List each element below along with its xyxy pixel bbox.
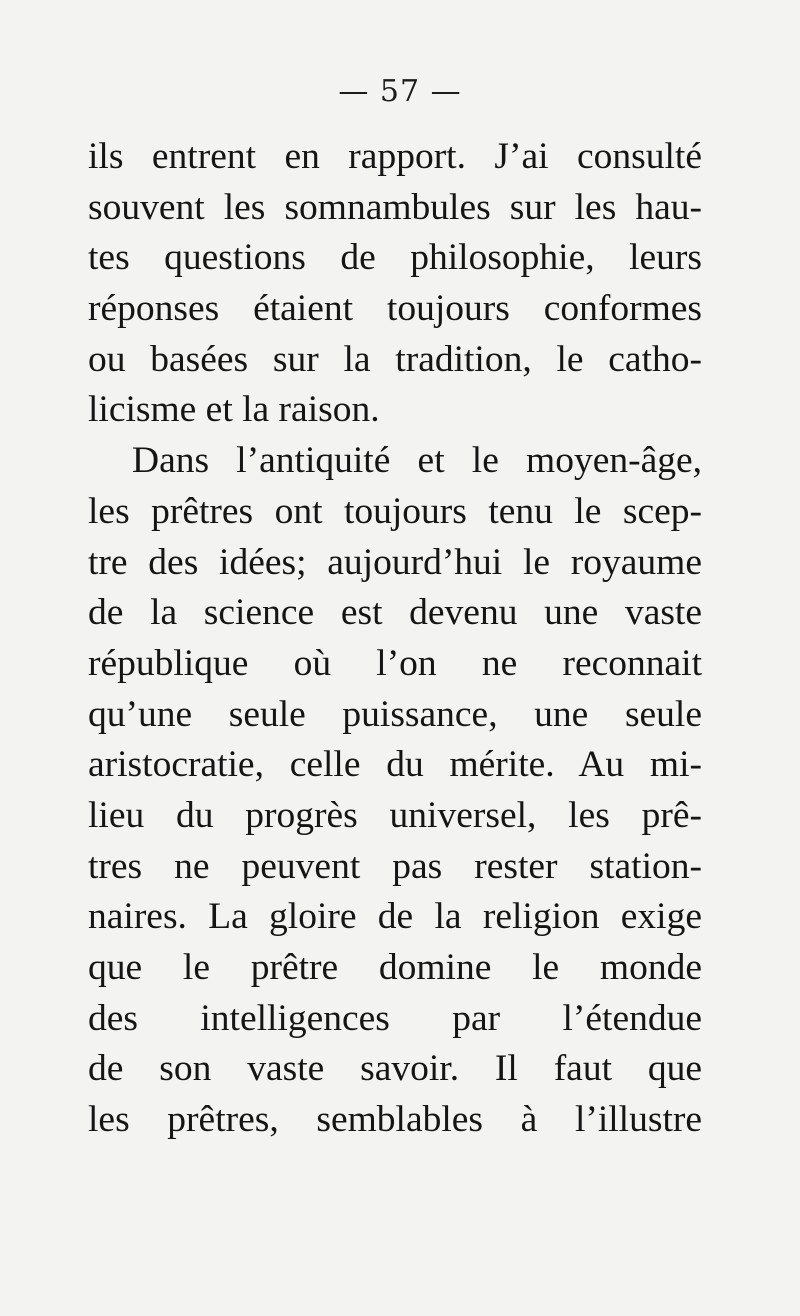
text-line: ils entrent en rapport. J’ai consulté <box>88 136 702 177</box>
text-line: ou basées sur la tradition, le catho- <box>88 338 702 380</box>
text-line: les prêtres ont toujours tenu le scep- <box>88 490 702 532</box>
text-line: réponses étaient toujours conformes <box>88 288 702 330</box>
paragraph-start-line: Dans l’antiquité et le moyen-âge, <box>132 440 702 482</box>
text-line: souvent les somnambules sur les hau- <box>88 186 702 228</box>
text-line: de la science est devenu une vaste <box>88 592 702 634</box>
text-line: république où l’on ne reconnait <box>88 642 702 684</box>
text-line: des intelligences par l’étendue <box>88 997 702 1039</box>
page-number-header: — 57 — <box>338 74 462 109</box>
text-line: qu’une seule puissance, une seule <box>88 693 702 735</box>
text-line: tes questions de philosophie, leurs <box>88 237 702 279</box>
text-line: lieu du progrès universel, les prê- <box>88 794 702 836</box>
text-line: naires. La gloire de la religion exige <box>88 896 702 938</box>
text-line: licisme et la raison. <box>88 389 380 431</box>
text-line: de son vaste savoir. Il faut que <box>88 1048 702 1090</box>
text-line: aristocratie, celle du mérite. Au mi- <box>88 744 702 786</box>
text-line: les prêtres, semblables à l’illustre <box>88 1099 702 1141</box>
text-line: tres ne peuvent pas rester station- <box>88 845 702 887</box>
text-line: tre des idées; aujourd’hui le royaume <box>88 541 702 583</box>
text-line: que le prêtre domine le monde <box>88 947 702 988</box>
body-text <box>88 132 702 1146</box>
